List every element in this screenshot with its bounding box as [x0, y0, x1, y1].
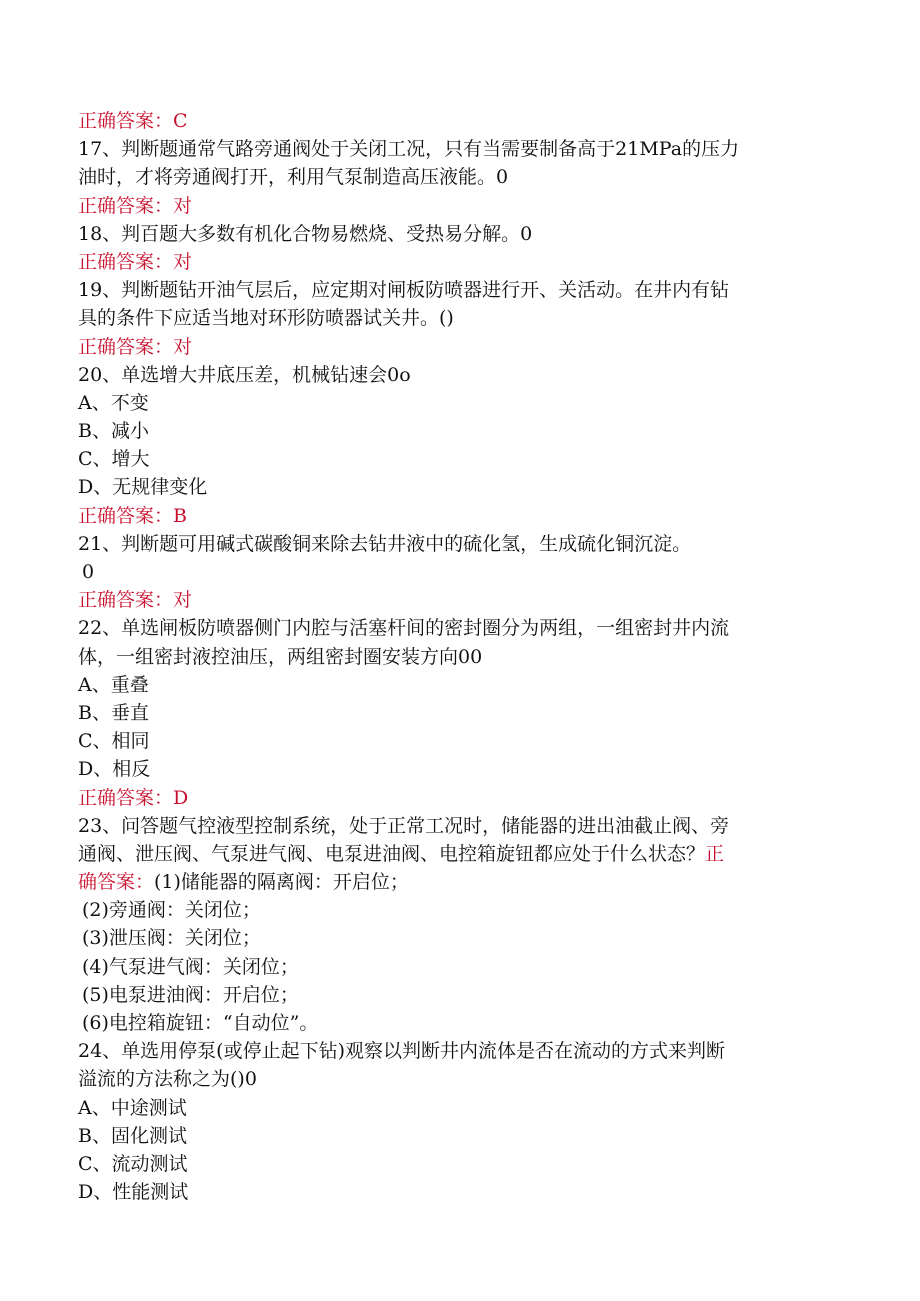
answer-line: 正确答案：C	[78, 110, 188, 132]
option-24-a: A、中途测试	[78, 1096, 187, 1119]
document-body	[78, 107, 848, 1206]
answer-18: 正确答案：对	[78, 250, 193, 273]
question-24-line-1: 24、单选用停泵(或停止起下钻)观察以判断井内流体是否在流动的方式来判断	[78, 1040, 726, 1063]
answer-22: 正确答案：D	[78, 786, 189, 809]
question-24-line-2: 溢流的方法称之为()0	[78, 1068, 257, 1091]
answer-20: 正确答案：B	[78, 504, 187, 527]
option-20-b: B、减小	[78, 420, 149, 443]
option-22-a: A、重叠	[78, 673, 149, 696]
question-20: 20、单选增大井底压差，机械钻速会0o	[78, 363, 411, 386]
question-18: 18、判百题大多数有机化合物易燃烧、受热易分解。0	[78, 222, 533, 245]
option-24-d: D、性能测试	[78, 1181, 189, 1204]
option-24-b: B、固化测试	[78, 1124, 187, 1147]
answer-23-item-4: (4)气泵进气阀：关闭位；	[82, 955, 299, 978]
option-24-c: C、流动测试	[78, 1152, 188, 1175]
question-19-line-1: 19、判断题钻开油气层后，应定期对闸板防喷器进行开、关活动。在井内有钻	[78, 279, 730, 302]
answer-label-part-2: 确答案：	[78, 871, 155, 894]
option-20-a: A、不变	[78, 391, 149, 414]
option-22-c: C、相同	[78, 730, 150, 753]
answer-23-item-1: (1)储能器的隔离阀：开启位；	[154, 871, 409, 894]
question-21-line-1: 21、判断题可用碱式碳酸铜来除去钻井液中的硫化氢，生成硫化铜沉淀。	[78, 532, 692, 555]
question-22-line-2: 体，一组密封液控油压，两组密封圈安装方向00	[78, 645, 483, 668]
question-17-line-2: 油时，才将旁通阀打开，利用气泵制造高压液能。0	[78, 166, 509, 189]
answer-17: 正确答案：对	[78, 194, 193, 217]
answer-23-item-3: (3)泄压阀：关闭位；	[82, 927, 261, 950]
answer-23-item-6: (6)电控箱旋钮：“自动位”。	[82, 1012, 319, 1034]
answer-21: 正确答案：对	[78, 589, 193, 612]
option-22-d: D、相反	[78, 758, 151, 781]
answer-23-line-1	[78, 868, 848, 896]
answer-23-item-2: (2)旁通阀：关闭位；	[82, 899, 261, 922]
answer-19: 正确答案：对	[78, 335, 193, 358]
option-22-b: B、垂直	[78, 701, 149, 724]
question-23-line-2	[78, 840, 848, 868]
option-20-d: D、无规律变化	[78, 476, 208, 499]
question-21-line-2: 0	[82, 561, 95, 583]
question-23-line-2-text: 通阀、泄压阀、气泵进气阀、电泵进油阀、电控箱旋钮都应处于什么状态？	[78, 842, 706, 865]
question-23-line-1: 23、问答题气控液型控制系统，处于正常工况时，储能器的进出油截止阀、旁	[78, 814, 730, 837]
question-17-line-1: 17、判断题通常气路旁通阀处于关闭工况，只有当需要制备高于21MPa的压力	[78, 138, 740, 161]
question-19-line-2: 具的条件下应适当地对环形防喷器试关井。()	[78, 307, 454, 330]
answer-label-part-1: 正	[705, 842, 725, 865]
option-20-c: C、增大	[78, 448, 150, 471]
question-22-line-1: 22、单选闸板防喷器侧门内腔与活塞杆间的密封圈分为两组，一组密封井内流	[78, 617, 730, 640]
answer-23-item-5: (5)电泵进油阀：开启位；	[82, 983, 299, 1006]
